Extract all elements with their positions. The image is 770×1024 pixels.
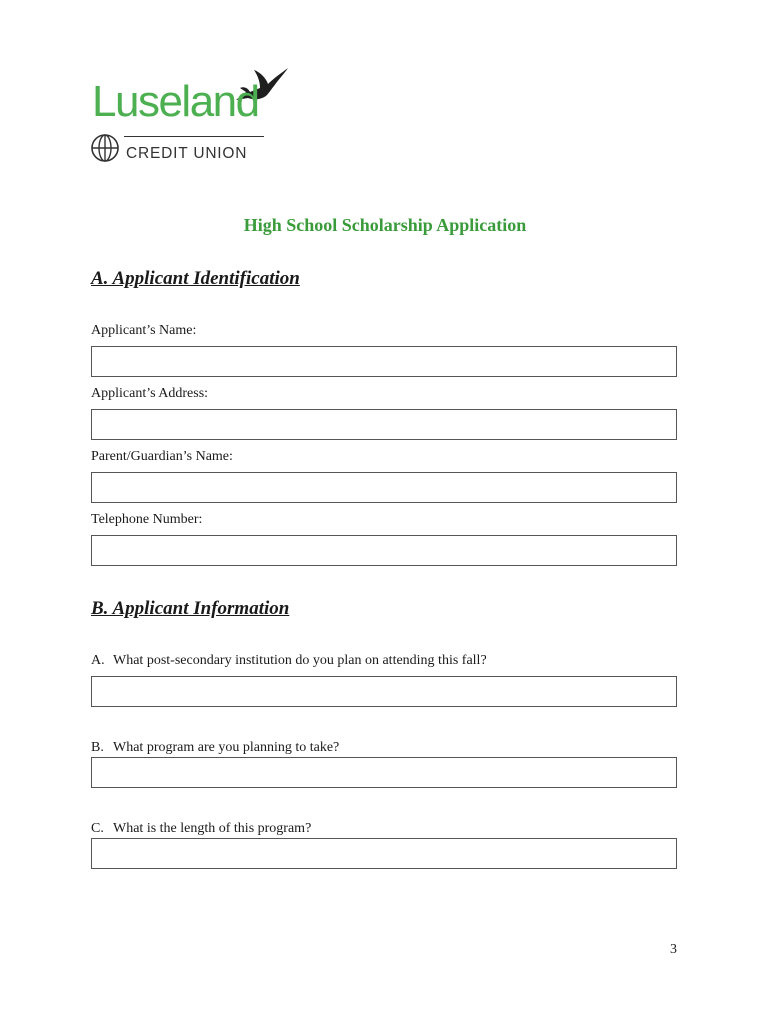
question-a-letter: A. (91, 653, 105, 668)
applicant-address-label: Applicant’s Address: (91, 386, 209, 401)
program-field[interactable] (91, 757, 677, 788)
question-c-label (91, 821, 311, 837)
institution-field[interactable] (91, 676, 677, 707)
question-a-label (91, 653, 487, 669)
luseland-logo (90, 66, 290, 166)
program-length-field[interactable] (91, 838, 677, 869)
question-b-text: What program are you planning to take? (113, 740, 340, 755)
telephone-label: Telephone Number: (91, 512, 203, 527)
globe-icon (90, 133, 120, 163)
section-b-heading: B. Applicant Information (91, 598, 290, 619)
section-a-heading: A. Applicant Identification (91, 268, 300, 289)
question-b-label (91, 740, 339, 756)
telephone-field[interactable] (91, 535, 677, 566)
guardian-name-label: Parent/Guardian’s Name: (91, 449, 233, 464)
logo-wordmark: Luseland (92, 77, 259, 126)
question-c-letter: C. (91, 821, 104, 836)
guardian-name-field[interactable] (91, 472, 677, 503)
page-number: 3 (670, 942, 677, 957)
logo-divider (124, 136, 264, 137)
logo-subtitle: CREDIT UNION (126, 145, 248, 162)
form-title: High School Scholarship Application (243, 215, 527, 235)
applicant-name-field[interactable] (91, 346, 677, 377)
question-a-text: What post-secondary institution do you plan on attending this fall? (113, 653, 487, 668)
applicant-address-field[interactable] (91, 409, 677, 440)
question-b-letter: B. (91, 740, 104, 755)
question-c-text: What is the length of this program? (113, 821, 312, 836)
applicant-name-label: Applicant’s Name: (91, 323, 197, 338)
